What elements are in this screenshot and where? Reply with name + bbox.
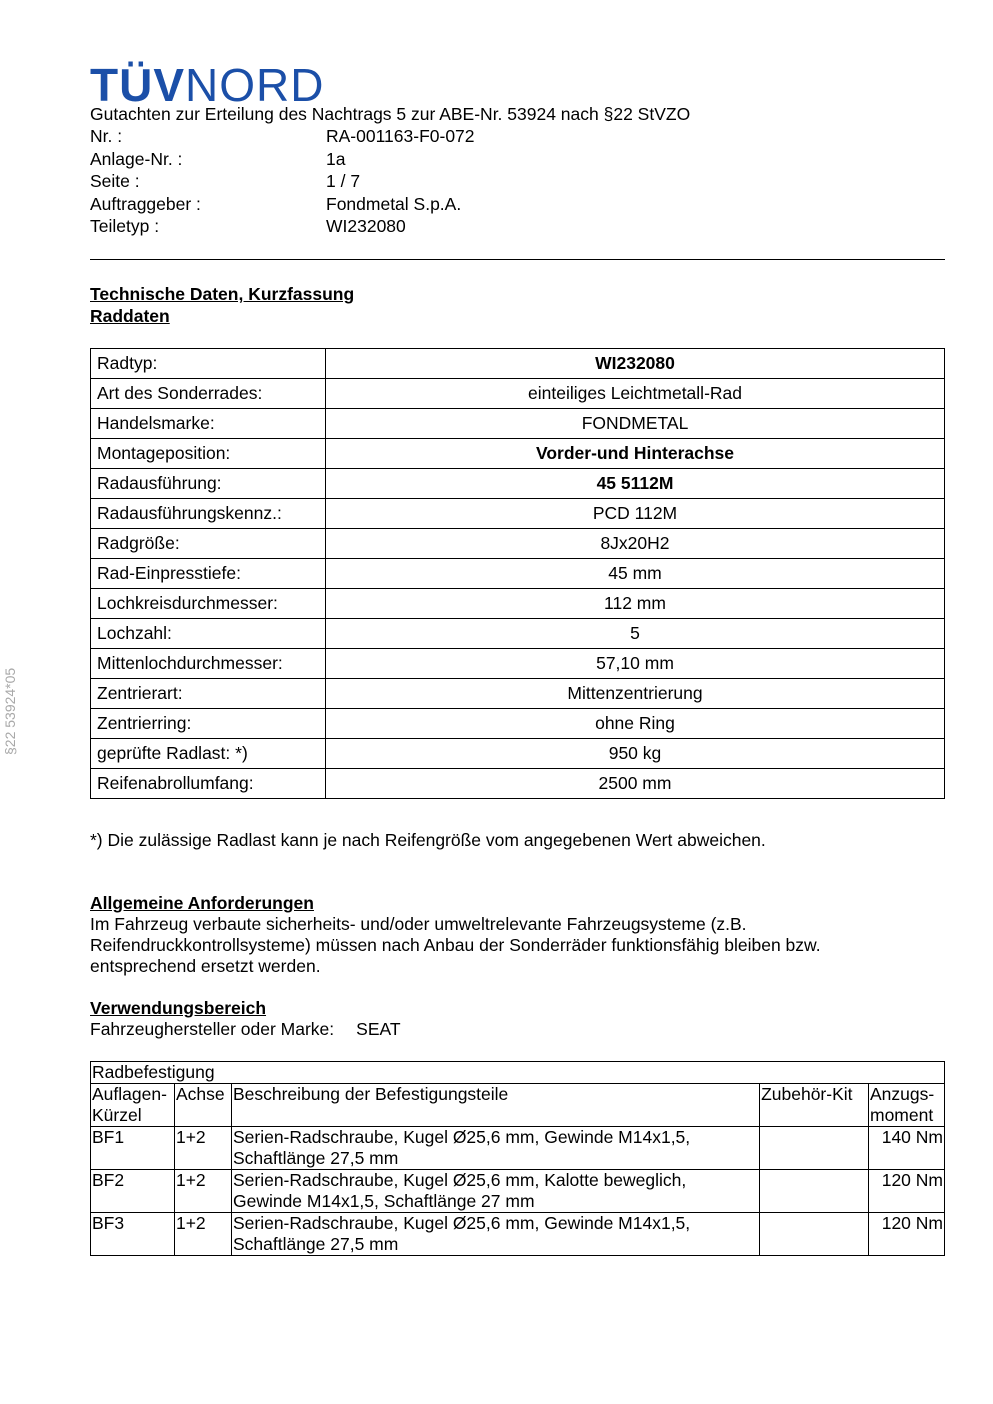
wheel-data-row	[91, 769, 945, 799]
manufacturer-line	[90, 1019, 401, 1040]
header-text: Auflagen-	[92, 1084, 167, 1104]
header-value: RA-001163-F0-072	[326, 126, 475, 147]
wheel-data-row	[91, 649, 945, 679]
mounting-code: BF2	[91, 1170, 175, 1213]
description-line: Serien-Radschraube, Kugel Ø25,6 mm, Gewinde M14x1,5,	[232, 1213, 691, 1233]
wheel-data-value: PCD 112M	[326, 499, 945, 529]
mounting-code: BF3	[91, 1213, 175, 1256]
wheel-data-table	[90, 348, 945, 799]
header-value: WI232080	[326, 216, 406, 237]
wheel-data-value: 2500 mm	[326, 769, 945, 799]
mounting-kit	[760, 1170, 869, 1213]
header-label: Teiletyp :	[90, 216, 160, 237]
mounting-caption-row	[91, 1062, 945, 1084]
paragraph-line: entsprechend ersetzt werden.	[90, 956, 321, 976]
wheel-data-row	[91, 559, 945, 589]
document-title: Gutachten zur Erteilung des Nachtrags 5 zur ABE-Nr. 53924 nach §22 StVZO	[90, 104, 691, 124]
tuv-nord-logo	[90, 59, 325, 111]
manufacturer-label: Fahrzeughersteller oder Marke:	[90, 1019, 335, 1039]
wheel-data-key: Zentrierring:	[91, 709, 326, 739]
wheel-data-value: 5	[326, 619, 945, 649]
wheel-data-key: Art des Sonderrades:	[91, 379, 326, 409]
wheel-data-row	[91, 349, 945, 379]
header-row-seite	[90, 170, 950, 192]
wheel-data-row	[91, 469, 945, 499]
wheel-data-key: geprüfte Radlast: *)	[91, 739, 326, 769]
header-row-teiletyp	[90, 215, 950, 237]
header-row-nr	[90, 125, 950, 147]
wheel-data-key: Rad-Einpresstiefe:	[91, 559, 326, 589]
header-value: Fondmetal S.p.A.	[326, 193, 462, 214]
mounting-row	[91, 1170, 945, 1213]
wheel-data-row	[91, 709, 945, 739]
mounting-table	[90, 1061, 945, 1256]
mounting-row	[91, 1213, 945, 1256]
wheel-data-key: Montageposition:	[91, 439, 326, 469]
wheel-data-value: 57,10 mm	[326, 649, 945, 679]
description-line: Gewinde M14x1,5, Schaftlänge 27 mm	[232, 1191, 535, 1211]
logo-part-1: TÜV	[90, 59, 185, 111]
section-verwendungsbereich	[90, 998, 401, 1040]
wheel-data-value: 950 kg	[326, 739, 945, 769]
mounting-torque: 140 Nm	[869, 1127, 945, 1170]
wheel-data-row	[91, 619, 945, 649]
mounting-description	[231, 1213, 759, 1256]
description-line: Schaftlänge 27,5 mm	[232, 1148, 399, 1168]
section-title: Verwendungsbereich	[90, 998, 267, 1018]
header-label: Anlage-Nr. :	[90, 148, 183, 169]
wheel-data-value: 8Jx20H2	[326, 529, 945, 559]
header-cell-achse: Achse	[174, 1084, 231, 1127]
mounting-caption: Radbefestigung	[91, 1062, 945, 1084]
section-subtitle: Raddaten	[90, 305, 170, 326]
mounting-kit	[760, 1213, 869, 1256]
wheel-data-key: Radausführung:	[91, 469, 326, 499]
paragraph-line: Reifendruckkontrollsysteme) müssen nach Anbau der Sonderräder funktionsfähig bleiben bzw.	[90, 935, 821, 955]
header-label: Nr. :	[90, 126, 123, 147]
description-line: Schaftlänge 27,5 mm	[232, 1234, 399, 1254]
wheel-data-row	[91, 739, 945, 769]
wheel-data-row	[91, 679, 945, 709]
wheel-data-row	[91, 379, 945, 409]
wheel-data-value: 112 mm	[326, 589, 945, 619]
mounting-axle: 1+2	[174, 1127, 231, 1170]
wheel-data-row	[91, 409, 945, 439]
header-cell-kuerzel	[91, 1084, 175, 1127]
mounting-code: BF1	[91, 1127, 175, 1170]
wheel-data-key: Mittenlochdurchmesser:	[91, 649, 326, 679]
logo-part-2: NORD	[185, 59, 325, 111]
header-label: Auftraggeber :	[90, 193, 201, 214]
footnote: *) Die zulässige Radlast kann je nach Reifengröße vom angegebenen Wert abweichen.	[90, 830, 766, 850]
wheel-data-row	[91, 529, 945, 559]
description-line: Serien-Radschraube, Kugel Ø25,6 mm, Kalotte beweglich,	[232, 1170, 687, 1190]
header-text: Kürzel	[92, 1105, 142, 1125]
wheel-data-key: Lochkreisdurchmesser:	[91, 589, 326, 619]
mounting-header-row	[91, 1084, 945, 1127]
section-technische-daten	[90, 284, 354, 327]
wheel-data-value: FONDMETAL	[326, 409, 945, 439]
mounting-axle: 1+2	[174, 1170, 231, 1213]
section-title: Allgemeine Anforderungen	[90, 893, 314, 913]
wheel-data-value: WI232080	[326, 349, 945, 379]
wheel-data-key: Radtyp:	[91, 349, 326, 379]
header-row-anlage	[90, 148, 950, 170]
section-title: Technische Daten, Kurzfassung	[90, 284, 355, 304]
wheel-data-row	[91, 589, 945, 619]
header-text: moment	[870, 1105, 934, 1125]
wheel-data-row	[91, 439, 945, 469]
header-cell-anzugsmoment	[869, 1084, 945, 1127]
header-divider	[90, 259, 945, 260]
header-cell-beschreibung: Beschreibung der Befestigungsteile	[231, 1084, 759, 1127]
wheel-data-value: 45 mm	[326, 559, 945, 589]
mounting-kit	[760, 1127, 869, 1170]
wheel-data-key: Zentrierart:	[91, 679, 326, 709]
side-margin-note: §22 53924*05	[2, 667, 18, 755]
wheel-data-row	[91, 499, 945, 529]
mounting-row	[91, 1127, 945, 1170]
header-value: 1a	[326, 148, 346, 169]
wheel-data-value: 45 5112M	[326, 469, 945, 499]
header-value: 1 / 7	[326, 171, 361, 192]
paragraph-line: Im Fahrzeug verbaute sicherheits- und/oder umweltrelevante Fahrzeugsysteme (z.B.	[90, 914, 747, 934]
wheel-data-key: Radausführungskennz.:	[91, 499, 326, 529]
wheel-data-value: ohne Ring	[326, 709, 945, 739]
mounting-torque: 120 Nm	[869, 1213, 945, 1256]
wheel-data-value: Vorder-und Hinterachse	[326, 439, 945, 469]
section-allgemeine-anforderungen	[90, 893, 950, 977]
header-cell-zubehoer: Zubehör-Kit	[760, 1084, 869, 1127]
mounting-torque: 120 Nm	[869, 1170, 945, 1213]
mounting-description	[231, 1127, 759, 1170]
wheel-data-key: Reifenabrollumfang:	[91, 769, 326, 799]
header-text: Anzugs-	[870, 1084, 935, 1104]
wheel-data-value: einteiliges Leichtmetall-Rad	[326, 379, 945, 409]
header-label: Seite :	[90, 171, 140, 192]
wheel-data-key: Lochzahl:	[91, 619, 326, 649]
wheel-data-key: Handelsmarke:	[91, 409, 326, 439]
description-line: Serien-Radschraube, Kugel Ø25,6 mm, Gewinde M14x1,5,	[232, 1127, 691, 1147]
wheel-data-key: Radgröße:	[91, 529, 326, 559]
wheel-data-value: Mittenzentrierung	[326, 679, 945, 709]
header-row-auftraggeber	[90, 193, 950, 215]
mounting-description	[231, 1170, 759, 1213]
manufacturer-value: SEAT	[356, 1019, 401, 1039]
mounting-axle: 1+2	[174, 1213, 231, 1256]
document-header	[90, 103, 950, 237]
